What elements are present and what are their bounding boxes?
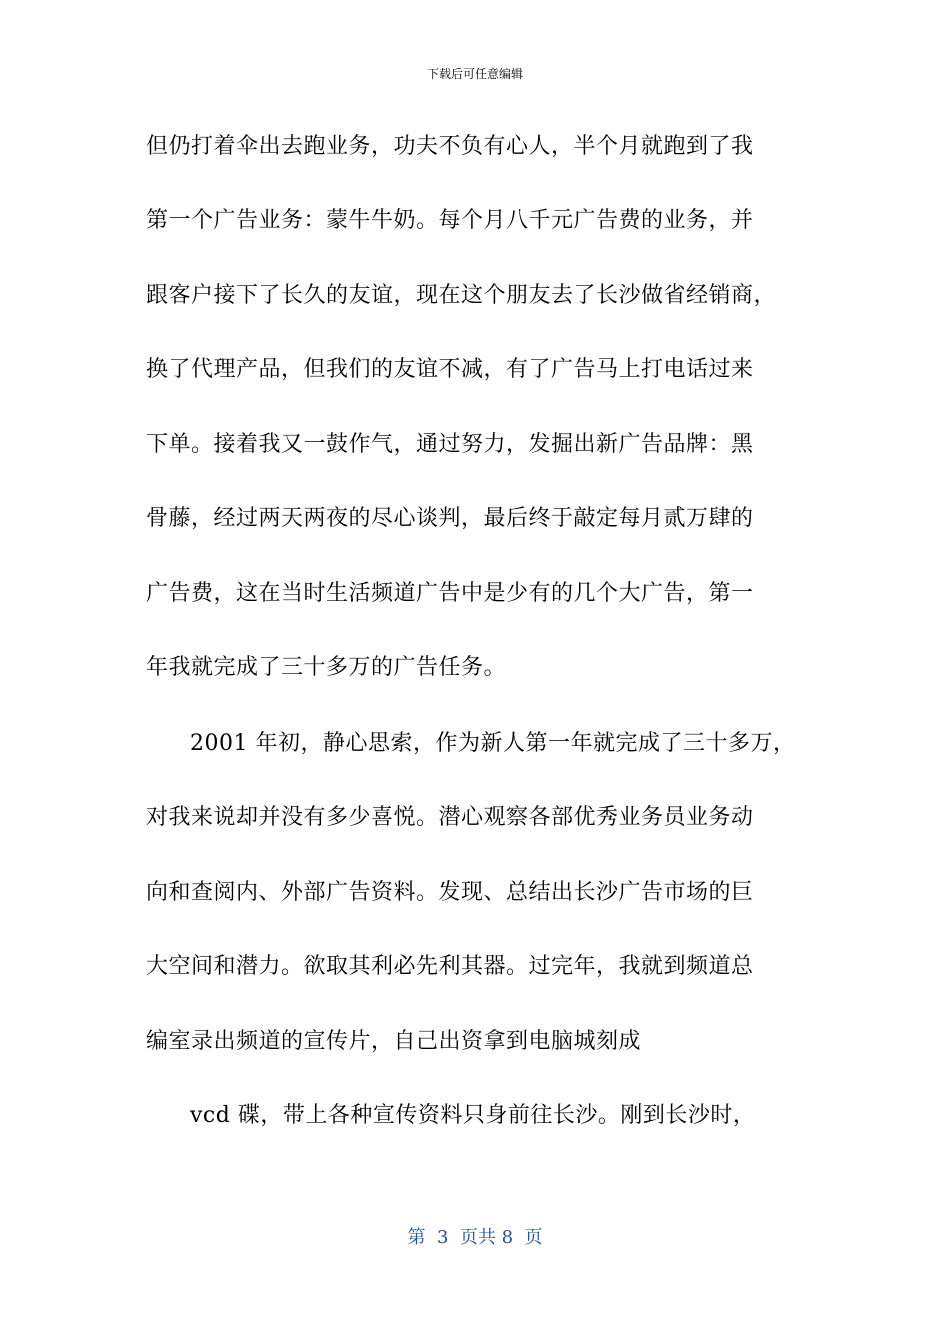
page-number-footer: 第 3 页共 8 页 — [407, 1227, 543, 1248]
paragraph-1-line-2: 第一个广告业务：蒙牛牛奶。每个月八千元广告费的业务，并 — [146, 208, 754, 233]
paragraph-2-line-1: 2001 年初，静心思索，作为新人第一年就完成了三十多万， — [190, 731, 796, 756]
paragraph-1-line-4: 换了代理产品，但我们的友谊不减，有了广告马上打电话过来 — [146, 357, 754, 382]
page-header: 下载后可任意编辑 — [426, 67, 523, 81]
paragraph-1-line-6: 骨藤，经过两天两夜的尽心谈判，最后终于敲定每月贰万肆的 — [146, 506, 754, 531]
paragraph-3-line-1: vcd 碟，带上各种宣传资料只身前往长沙。刚到长沙时， — [190, 1103, 756, 1128]
paragraph-1-line-5: 下单。接着我又一鼓作气，通过努力，发掘出新广告品牌：黑 — [146, 432, 754, 457]
paragraph-2-line-4: 大空间和潜力。欲取其利必先利其器。过完年，我就到频道总 — [146, 954, 754, 979]
paragraph-2-line-3: 向和查阅内、外部广告资料。发现、总结出长沙广告市场的巨 — [146, 880, 754, 905]
paragraph-2-line-2: 对我来说却并没有多少喜悦。潜心观察各部优秀业务员业务动 — [146, 805, 754, 830]
paragraph-1-line-7: 广告费，这在当时生活频道广告中是少有的几个大广告，第一 — [146, 581, 754, 606]
paragraph-1-line-3: 跟客户接下了长久的友谊，现在这个朋友去了长沙做省经销商， — [146, 283, 777, 308]
paragraph-2-line-5: 编室录出频道的宣传片，自己出资拿到电脑城刻成 — [146, 1029, 642, 1054]
paragraph-1-line-8: 年我就完成了三十多万的广告任务。 — [146, 655, 507, 680]
paragraph-1-line-1: 但仍打着伞出去跑业务，功夫不负有心人，半个月就跑到了我 — [146, 134, 754, 159]
